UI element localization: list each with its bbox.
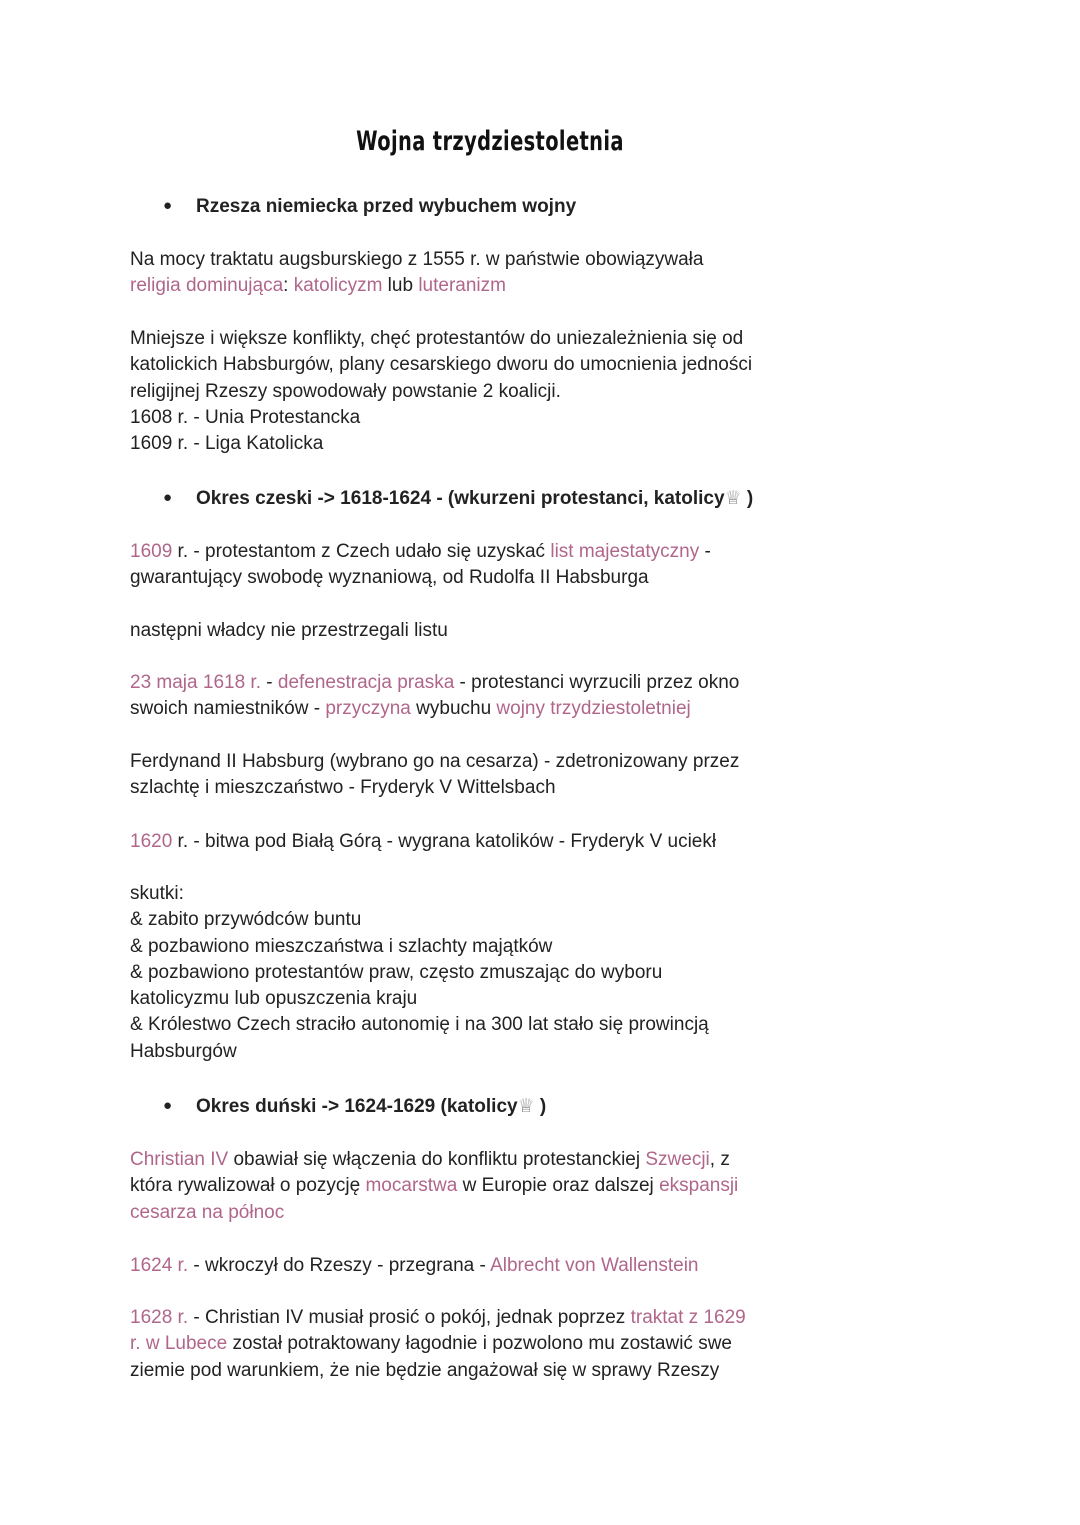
paragraph-wkroczyl: 1624 r. - wkroczył do Rzeszy - przegrana - Albrecht von Wallenstein <box>130 1255 699 1276</box>
highlight-text: mocarstwa <box>365 1175 458 1197</box>
paragraph-augsburg: Na mocy traktatu augsburskiego z 1555 r. w państwie obowiązywała religia dominująca: katolicyzm lub luteranizm <box>130 249 704 297</box>
section-heading-okres-dunski: ● Okres duński -> 1624-1629 (katolicy♕ ) <box>163 1096 547 1117</box>
highlight-text: 1628 r. <box>130 1307 189 1328</box>
paragraph-koalicje: Mniejsze i większe konflikty, chęć protestantów do uniezależnienia się od katolickich Habsburgów, plany cesarskiego dworu do umocnienia jedności religijnej Rzeszy spowodowały powstanie 2 koalicji. 1608 r. - Unia Protestancka 1609 r. - Liga Katolicka <box>130 328 753 455</box>
paragraph-pokoj-lubeka: 1628 r. - Christian IV musiał prosić o pokój, jednak poprzez traktat z 1629 r. w Lubece został potraktowany łagodnie i pozwolono mu zostawić swe ziemie pod warunkiem, że nie będzie angażował się w sprawy Rzeszy <box>130 1307 746 1381</box>
highlight-text: przyczyna <box>325 698 411 720</box>
highlight-text: religia dominująca <box>130 275 284 297</box>
highlight-text: wojny trzydziestoletniej <box>496 698 691 720</box>
highlight-text: defenestracja praska <box>277 672 455 693</box>
highlight-text: 1620 <box>130 831 173 852</box>
paragraph-list-majestatyczny: 1609 r. - protestantom z Czech udało się uzyskać list majestatyczny - gwarantujący swobodę wyznaniową, od Rudolfa II Habsburga <box>130 541 711 589</box>
highlight-text: 1624 r. <box>130 1255 189 1276</box>
section-heading-rzesza: ● Rzesza niemiecka przed wybuchem wojny <box>163 196 577 217</box>
crown-icon: ♕ <box>724 488 742 509</box>
paragraph-defenestracja: 23 maja 1618 r. - defenestracja praska - protestanci wyrzucili przez okno swoich namiestników - przyczyna wybuchu wojny trzydziestoletniej <box>130 672 740 720</box>
highlight-text: r. w Lubece <box>130 1333 228 1355</box>
highlight-text: Christian IV <box>130 1149 229 1170</box>
document-title: Wojna trzydziestoletnia <box>356 126 624 157</box>
highlight-text: 1609 <box>130 541 173 562</box>
highlight-text: traktat z 1629 <box>630 1307 746 1328</box>
crown-icon: ♕ <box>517 1096 535 1117</box>
highlight-text: 23 maja 1618 r. <box>130 672 261 693</box>
bullet-icon: ● <box>163 197 173 214</box>
paragraph-nastepni-wladcy: następni władcy nie przestrzegali listu <box>130 620 448 641</box>
paragraph-biala-gora: 1620 r. - bitwa pod Białą Górą - wygrana katolików - Fryderyk V uciekł <box>130 831 717 852</box>
highlight-text: cesarza na północ <box>130 1201 285 1223</box>
bullet-icon: ● <box>163 489 173 506</box>
highlight-text: Albrecht von Wallenstein <box>490 1255 699 1276</box>
paragraph-christian: Christian IV obawiał się włączenia do konfliktu protestanckiej Szwecji, z która rywalizował o pozycję mocarstwa w Europie oraz dalszej ekspansji cesarza na północ <box>130 1149 739 1223</box>
highlight-text: ekspansji <box>659 1175 739 1197</box>
paragraph-ferdynand: Ferdynand II Habsburg (wybrano go na cesarza) - zdetronizowany przez szlachtę i mieszczaństwo - Fryderyk V Wittelsbach <box>130 751 740 799</box>
highlight-text: katolicyzm <box>293 275 383 297</box>
highlight-text: list majestatyczny <box>550 541 700 562</box>
paragraph-skutki: skutki: & zabito przywódców buntu & pozbawiono mieszczaństwa i szlachty majątków & pozbawiono protestantów praw, często zmuszając do wyboru katolicyzmu lub opuszczenia kraju & Królestwo Czech straciło autonomię i na 300 lat stało się prowincją Habsburgów <box>130 883 709 1062</box>
highlight-text: Szwecji <box>645 1149 710 1170</box>
bullet-icon: ● <box>163 1097 173 1114</box>
highlight-text: luteranizm <box>418 275 506 297</box>
section-heading-okres-czeski: ● Okres czeski -> 1618-1624 - (wkurzeni protestanci, katolicy♕ ) <box>163 488 754 509</box>
